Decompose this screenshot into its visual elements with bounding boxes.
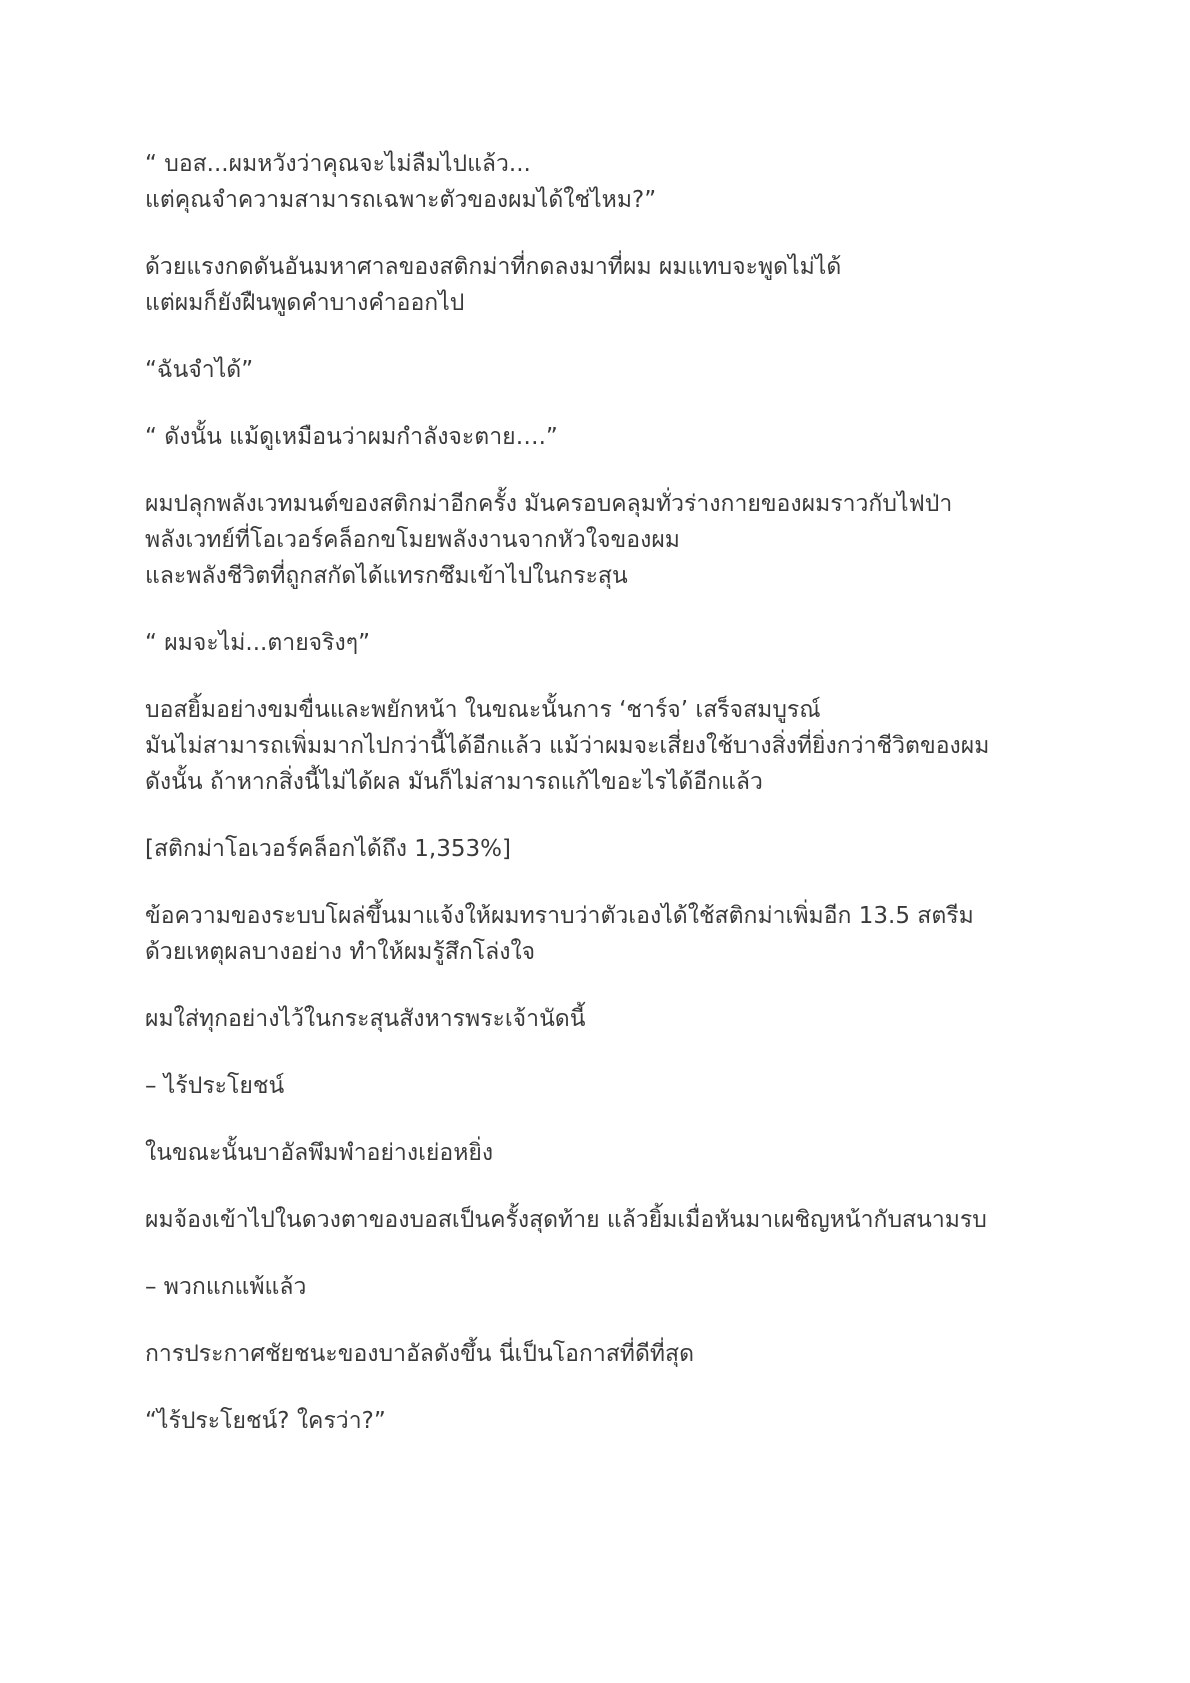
document-body <box>145 146 1065 1470</box>
paragraph-line: แต่คุณจำความสามารถเฉพาะตัวของผมได้ใช่ไหม?” <box>145 187 657 213</box>
paragraph-line: “ ผมจะไม่...ตายจริงๆ” <box>145 630 371 656</box>
paragraph-line: บอสยิ้มอย่างขมขื่นและพยักหน้า ในขณะนั้นการ ‘ชาร์จ’ เสร็จสมบูรณ์ <box>145 697 821 723</box>
paragraph <box>145 1135 1065 1171</box>
paragraph <box>145 692 1065 800</box>
paragraph-line: “ บอส...ผมหวังว่าคุณจะไม่ลืมไปแล้ว... <box>145 151 531 177</box>
paragraph <box>145 1403 1065 1439</box>
paragraph <box>145 486 1065 594</box>
paragraph-line: “ฉันจำได้” <box>145 357 254 383</box>
paragraph <box>145 1269 1065 1305</box>
paragraph-line: “ไร้ประโยชน์? ใครว่า?” <box>145 1408 386 1434</box>
paragraph <box>145 898 1065 970</box>
paragraph-line: แต่ผมก็ยังฝืนพูดคำบางคำออกไป <box>145 290 465 316</box>
paragraph <box>145 1001 1065 1037</box>
paragraph <box>145 249 1065 321</box>
paragraph-line: และพลังชีวิตที่ถูกสกัดได้แทรกซึมเข้าไปในกระสุน <box>145 563 628 589</box>
paragraph-line: มันไม่สามารถเพิ่มมากไปกว่านี้ได้อีกแล้ว แม้ว่าผมจะเสี่ยงใช้บางสิ่งที่ยิ่งกว่าชีวิตของผม <box>145 733 990 759</box>
paragraph-line: – พวกแกแพ้แล้ว <box>145 1274 307 1300</box>
paragraph <box>145 831 1065 867</box>
paragraph-line: [สติกม่าโอเวอร์คล็อกได้ถึง 1,353%] <box>145 836 511 862</box>
paragraph <box>145 1336 1065 1372</box>
paragraph-line: ผมจ้องเข้าไปในดวงตาของบอสเป็นครั้งสุดท้าย แล้วยิ้มเมื่อหันมาเผชิญหน้ากับสนามรบ <box>145 1207 987 1233</box>
paragraph-line: – ไร้ประโยชน์ <box>145 1073 285 1099</box>
paragraph <box>145 1068 1065 1104</box>
paragraph-line: พลังเวทย์ที่โอเวอร์คล็อกขโมยพลังงานจากหัวใจของผม <box>145 527 680 553</box>
paragraph <box>145 352 1065 388</box>
paragraph-line: ด้วยแรงกดดันอันมหาศาลของสติกม่าที่กดลงมาที่ผม ผมแทบจะพูดไม่ได้ <box>145 254 842 280</box>
paragraph-line: ด้วยเหตุผลบางอย่าง ทำให้ผมรู้สึกโล่งใจ <box>145 939 536 965</box>
paragraph-line: ผมใส่ทุกอย่างไว้ในกระสุนสังหารพระเจ้านัดนี้ <box>145 1006 586 1032</box>
paragraph-line: ผมปลุกพลังเวทมนต์ของสติกม่าอีกครั้ง มันครอบคลุมทั่วร่างกายของผมราวกับไฟป่า <box>145 491 953 517</box>
paragraph <box>145 146 1065 218</box>
paragraph-line: การประกาศชัยชนะของบาอัลดังขึ้น นี่เป็นโอกาสที่ดีที่สุด <box>145 1341 695 1367</box>
paragraph <box>145 419 1065 455</box>
paragraph-line: ดังนั้น ถ้าหากสิ่งนี้ไม่ได้ผล มันก็ไม่สามารถแก้ไขอะไรได้อีกแล้ว <box>145 769 763 795</box>
paragraph <box>145 1202 1065 1238</box>
paragraph-line: ข้อความของระบบโผล่ขึ้นมาแจ้งให้ผมทราบว่าตัวเองได้ใช้สติกม่าเพิ่มอีก 13.5 สตรีม <box>145 903 974 929</box>
paragraph <box>145 625 1065 661</box>
paragraph-line: ในขณะนั้นบาอัลพึมพำอย่างเย่อหยิ่ง <box>145 1140 494 1166</box>
paragraph-line: “ ดังนั้น แม้ดูเหมือนว่าผมกำลังจะตาย….” <box>145 424 558 450</box>
